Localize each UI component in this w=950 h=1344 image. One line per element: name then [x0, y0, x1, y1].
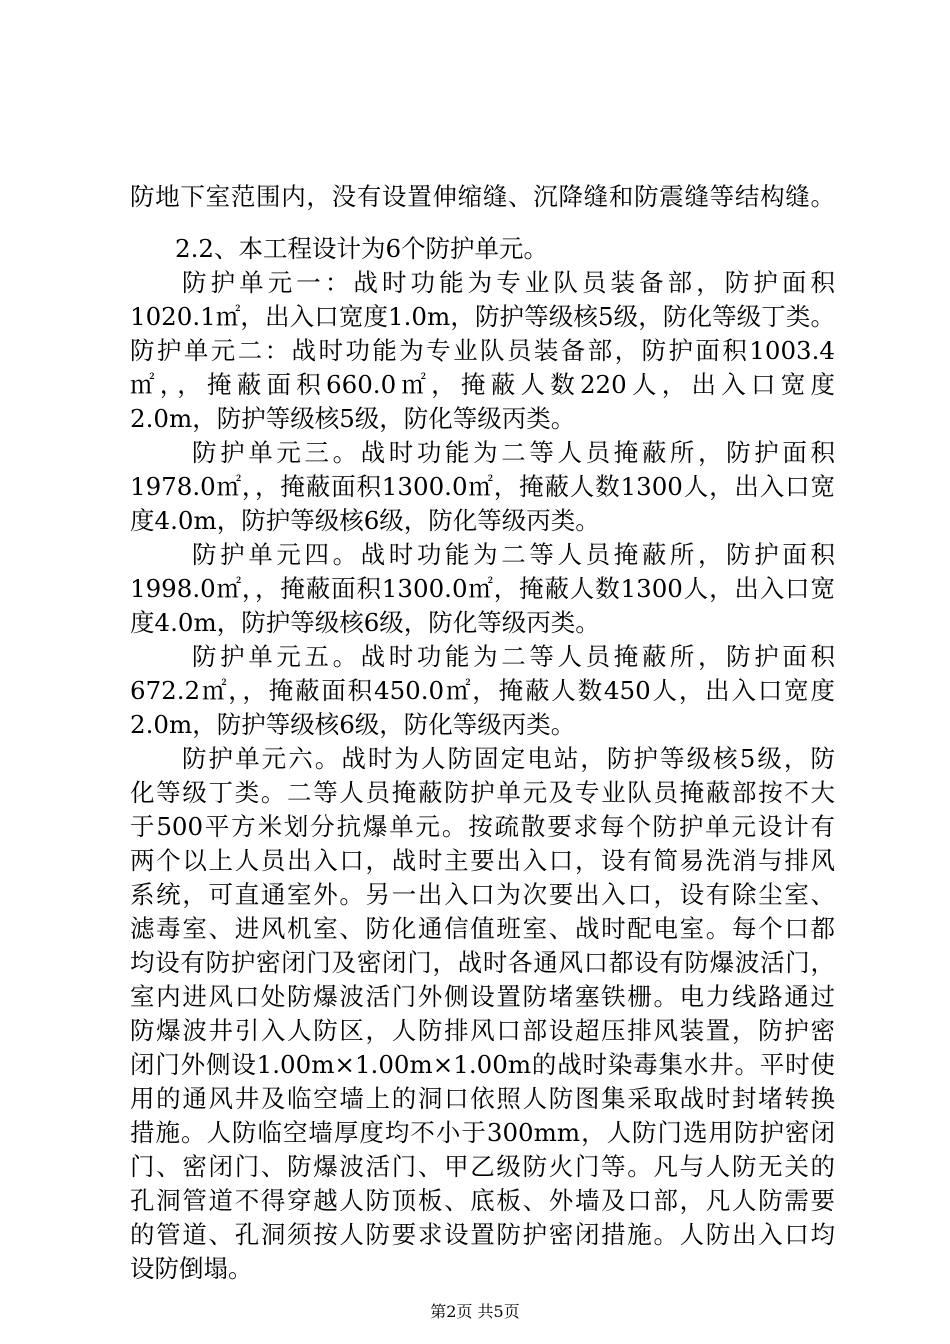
text-line: 系统，可直通室外。另一出入口为次要出入口，设有除尘室、: [130, 880, 835, 909]
text-line: 用的通风井及临空墙上的洞口依照人防图集采取战时封堵转换: [130, 1084, 835, 1113]
text-line: 防爆波井引入人防区，人防排风口部设超压排风装置，防护密: [130, 1016, 835, 1045]
text-line: 均设有防护密闭门及密闭门，战时各通风口都设有防爆波活门，: [130, 948, 835, 977]
text-line: 防护单元三。战时功能为二等人员掩蔽所，防护面积: [192, 438, 835, 467]
text-line: 措施。人防临空墙厚度均不小于300mm，人防门选用防护密闭: [130, 1118, 835, 1147]
page-number-footer: 第2页 共5页: [430, 1302, 520, 1321]
text-line: 防护单元四。战时功能为二等人员掩蔽所，防护面积: [192, 540, 835, 569]
text-line: 防护单元五。战时功能为二等人员掩蔽所，防护面积: [192, 642, 835, 671]
section-heading: 2.2、本工程设计为6个防护单元。: [175, 234, 549, 263]
text-line: 门、密闭门、防爆波活门、甲乙级防火门等。凡与人防无关的: [130, 1152, 835, 1181]
text-line: 的管道、孔洞须按人防要求设置防护密闭措施。人防出入口均: [130, 1220, 835, 1249]
text-line: 1998.0㎡，，掩蔽面积1300.0㎡，掩蔽人数1300人，出入口宽: [130, 574, 835, 603]
text-line: 滤毒室、进风机室、防化通信值班室、战时配电室。每个口都: [130, 914, 835, 943]
text-line: 1020.1㎡，出入口宽度1.0m，防护等级核5级，防化等级丁类。: [130, 302, 835, 331]
text-line: 于500平方米划分抗爆单元。按疏散要求每个防护单元设计有: [130, 812, 835, 841]
text-line: 两个以上人员出入口，战时主要出入口，设有简易洗消与排风: [130, 846, 835, 875]
text-line: 闭门外侧设1.00m×1.00m×1.00m的战时染毒集水井。平时使: [130, 1050, 835, 1079]
text-line: 设防倒塌。: [130, 1254, 253, 1283]
text-line: 防地下室范围内，没有设置伸缩缝、沉降缝和防震缝等结构缝。: [130, 182, 835, 211]
text-line: 防护单元六。战时为人防固定电站，防护等级核5级，防: [182, 744, 835, 773]
text-line: 防护单元二：战时功能为专业队员装备部，防护面积1003.4: [130, 336, 835, 365]
text-line: 化等级丁类。二等人员掩蔽防护单元及专业队员掩蔽部按不大: [130, 778, 835, 807]
text-line: 防护单元一：战时功能为专业队员装备部，防护面积: [182, 268, 835, 297]
text-line: 度4.0m，防护等级核6级，防化等级丙类。: [130, 506, 600, 535]
text-line: 室内进风口处防爆波活门外侧设置防堵塞铁栅。电力线路通过: [130, 982, 835, 1011]
text-line: 672.2㎡，，掩蔽面积450.0㎡，掩蔽人数450人，出入口宽度: [130, 676, 835, 705]
text-line: 度4.0m，防护等级核6级，防化等级丙类。: [130, 608, 600, 637]
text-line: 2.0m，防护等级核5级，防化等级丙类。: [130, 404, 576, 433]
text-line: 1978.0㎡，，掩蔽面积1300.0㎡，掩蔽人数1300人，出入口宽: [130, 472, 835, 501]
text-line: 2.0m，防护等级核6级，防化等级丙类。: [130, 710, 576, 739]
text-line: ㎡，，掩蔽面积660.0㎡，掩蔽人数220人，出入口宽度: [130, 370, 835, 399]
text-line: 孔洞管道不得穿越人防顶板、底板、外墙及口部，凡人防需要: [130, 1186, 835, 1215]
